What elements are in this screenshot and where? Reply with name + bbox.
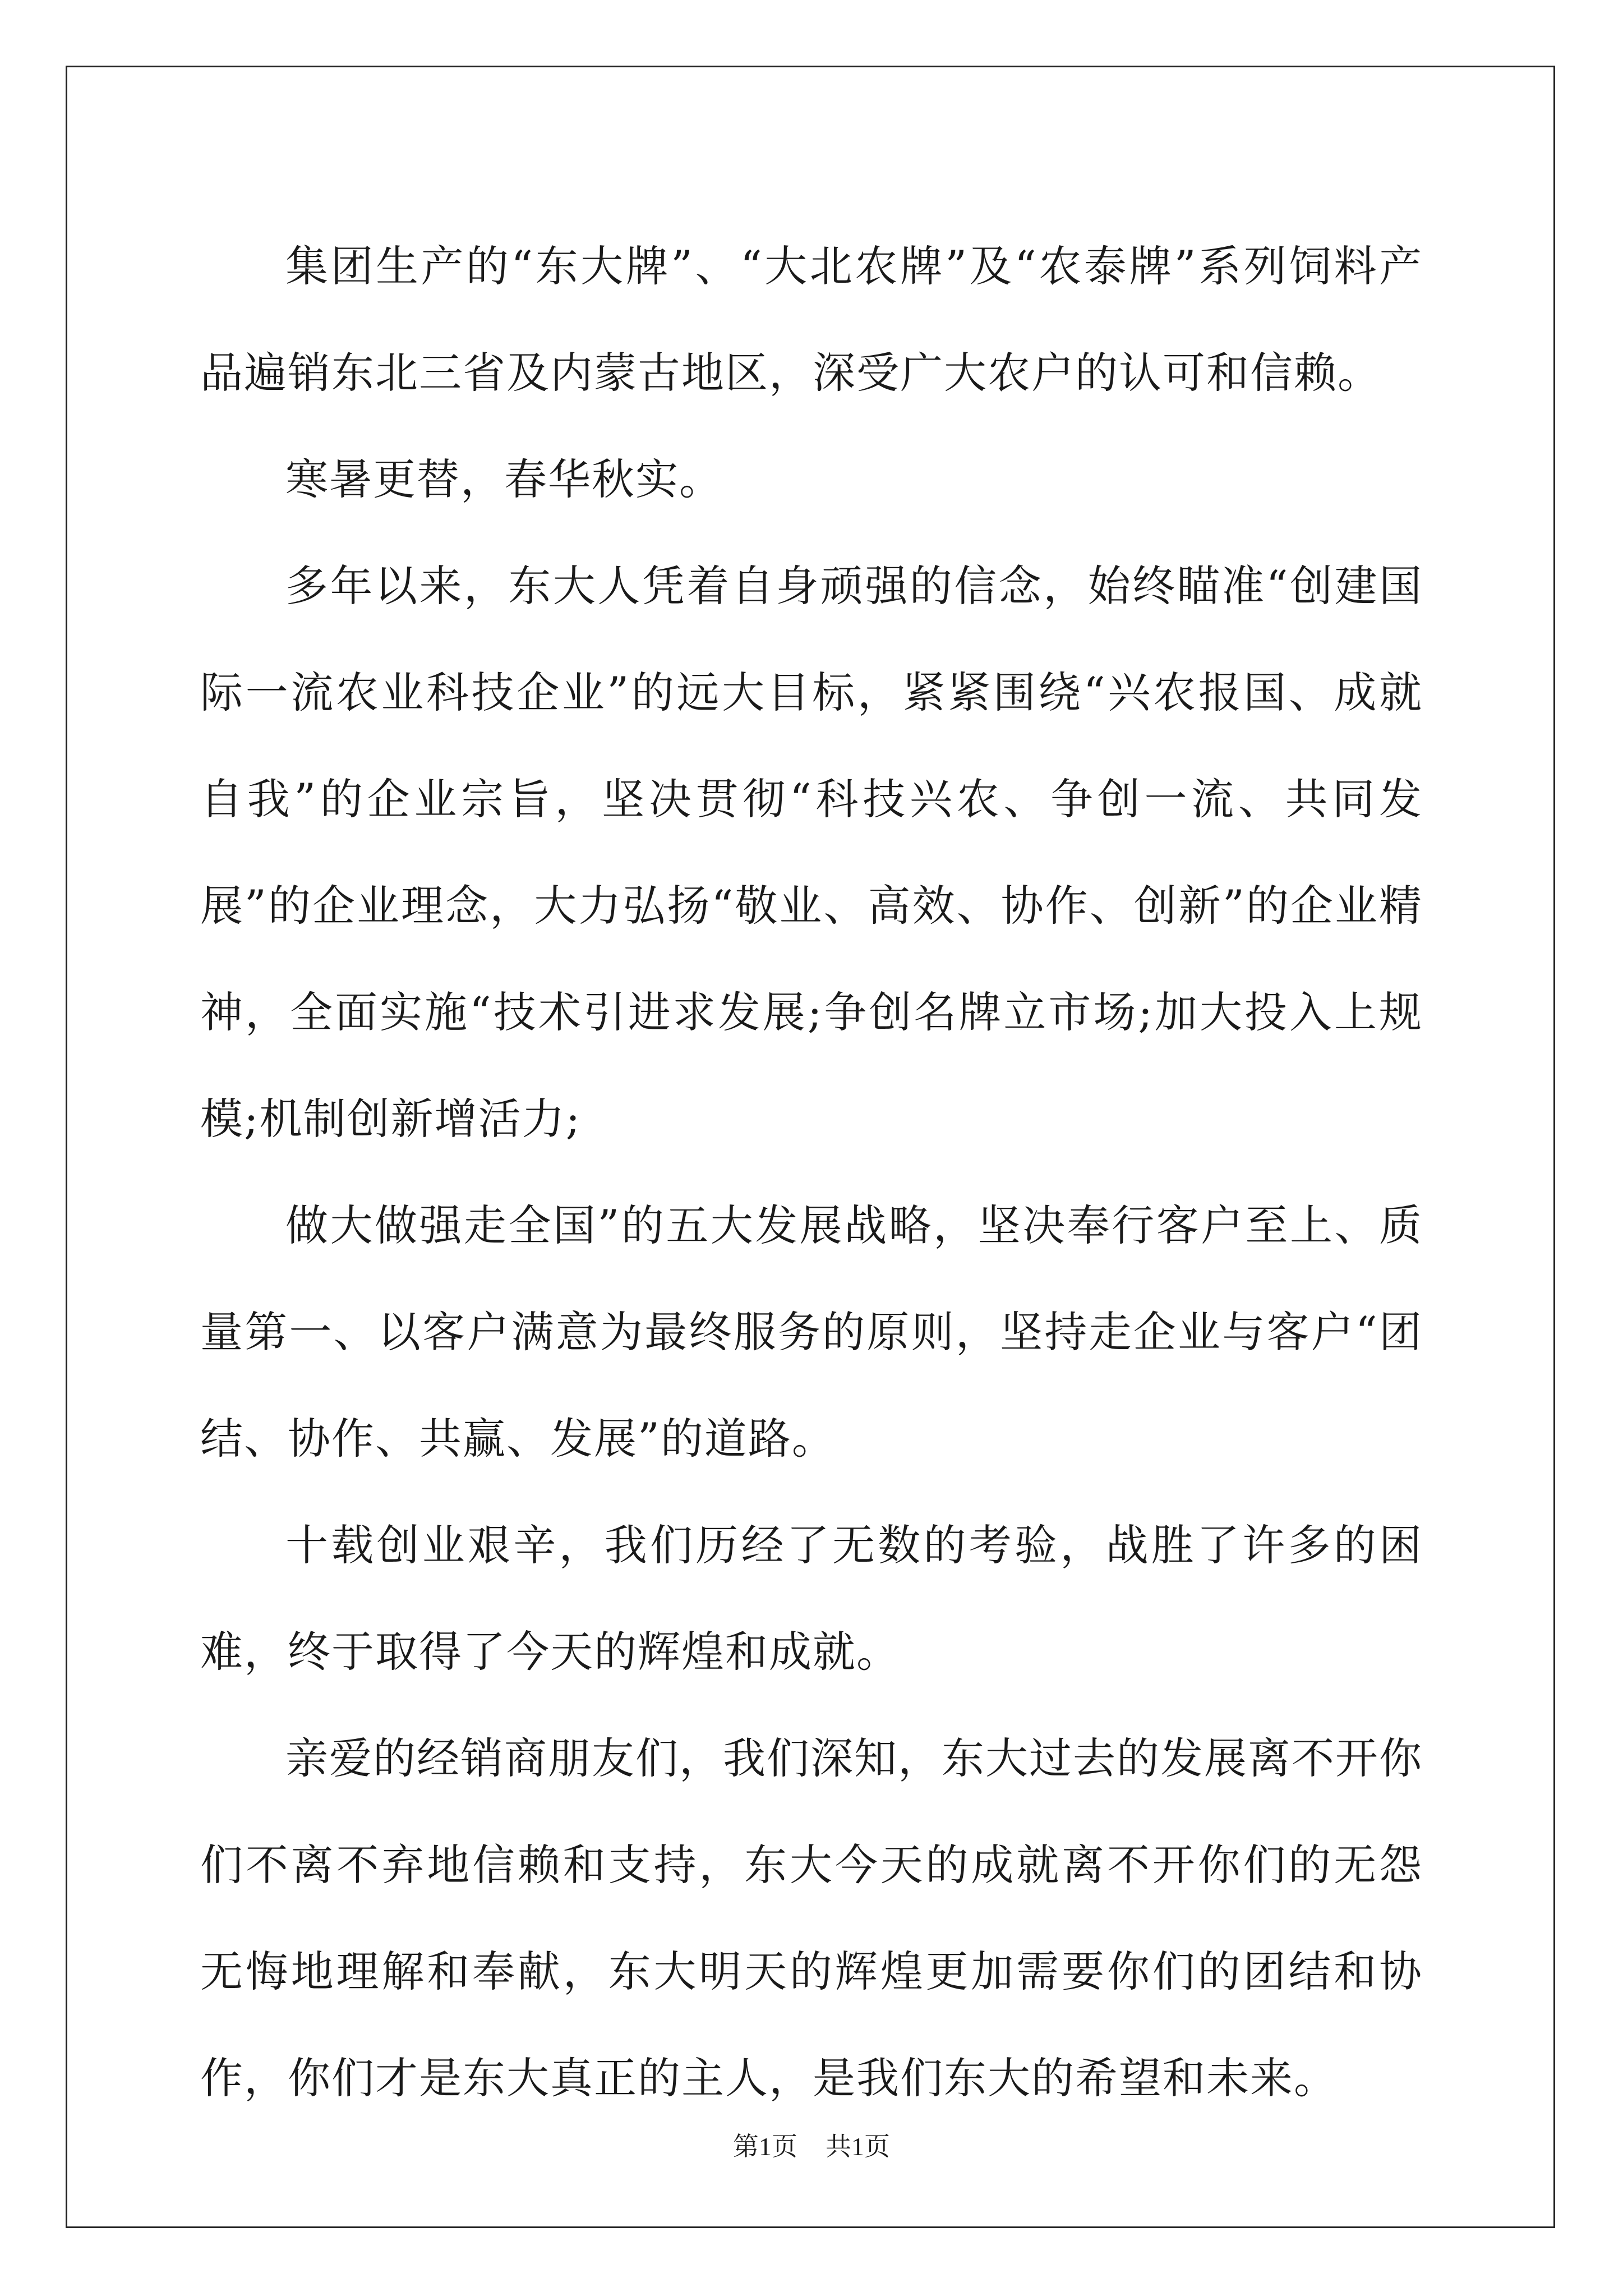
paragraph-6: 亲爱的经销商朋友们，我们深知，东大过去的发展离不开你们不离不弃地信赖和支持，东大今天的成就离不开你们的无怨无悔地理解和奉献，东大明天的辉煌更加需要你们的团结和协作，你们才是东大真正的主人，是我们东大的希望和未来。 [200,1733,1423,2103]
page-total: 共1页 [826,2132,890,2161]
paragraph-5: 十载创业艰辛，我们历经了无数的考验，战胜了许多的困难，终于取得了今天的辉煌和成就。 [200,1520,1423,1677]
paragraph-4: 做大做强走全国”的五大发展战略，坚决奉行客户至上、质量第一、以客户满意为最终服务的原则，坚持走企业与客户“团结、协作、共赢、发展”的道路。 [200,1200,1423,1464]
paragraph-1: 集团生产的“东大牌”、“大北农牌”及“农泰牌”系列饲料产品遍销东北三省及内蒙古地区，深受广大农户的认可和信赖。 [200,241,1423,398]
paragraph-3: 多年以来，东大人凭着自身顽强的信念，始终瞄准“创建国际一流农业科技企业”的远大目标，紧紧围绕“兴农报国、成就自我”的企业宗旨，坚决贯彻“科技兴农、争创一流、共同发展”的企业理念，大力弘扬“敬业、高效、协作、创新”的企业精神，全面实施“技术引进求发展;争创名牌立市场;加大投入上规模;机制创新增活力; [200,561,1423,1144]
page-number: 第1页 [733,2132,797,2161]
document-body [200,213,1423,2132]
page-footer [0,2126,1623,2163]
paragraph-2: 寒暑更替，春华秋实。 [285,454,723,504]
